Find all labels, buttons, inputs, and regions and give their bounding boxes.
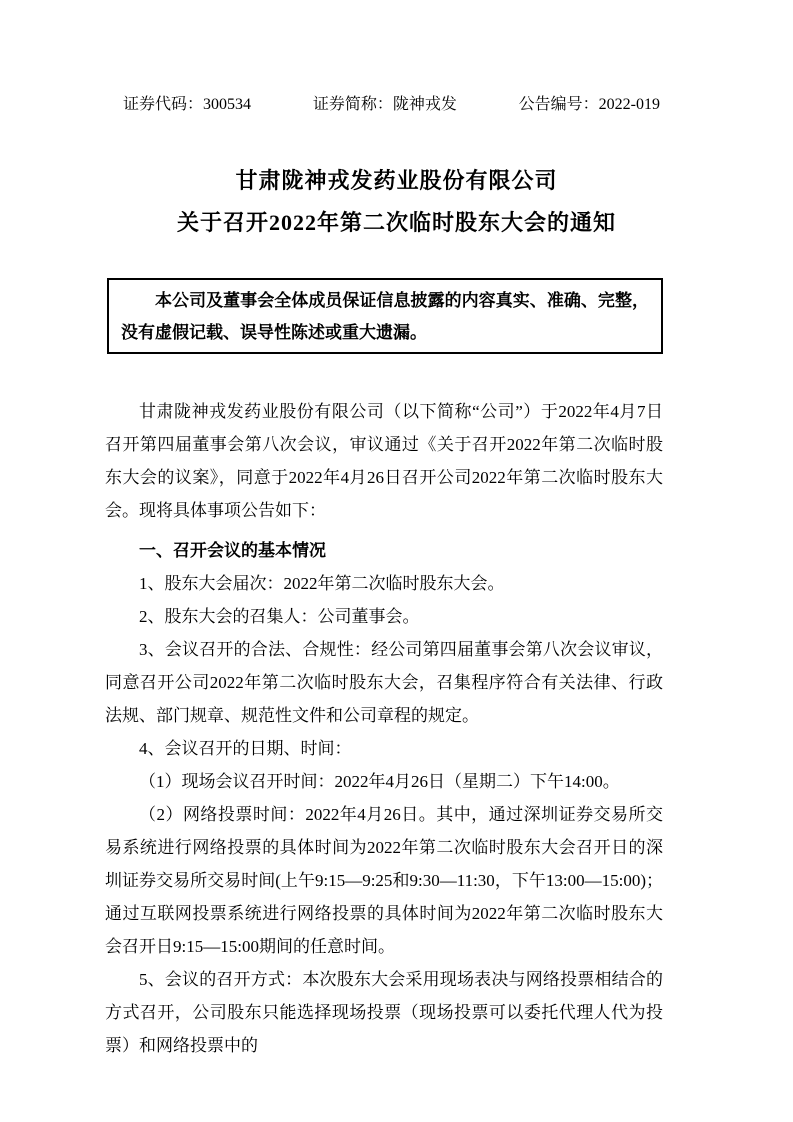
paragraph-7: （2）网络投票时间：2022年4月26日。其中，通过深圳证券交易所交易系统进行网络投票的具体时间为2022年第二次临时股东大会召开日的深圳证券交易所交易时间(上午9:15—9:25和9:30—11:30，下午13:00—15:00)；通过互联网投票系统进行网络投票的具体时间为2022年第二次临时股东大会召开日9:15—15:00期间的任意时间。 [105, 805, 663, 956]
company-name-title: 甘肃陇神戎发药业股份有限公司 [235, 168, 558, 193]
paragraph-6: （1）现场会议召开时间：2022年4月26日（星期二）下午14:00。 [139, 772, 620, 791]
stock-abbr: 证券简称：陇神戎发 [312, 96, 457, 113]
paragraph-0: 甘肃陇神戎发药业股份有限公司（以下简称“公司”）于2022年4月7日召开第四届董事会第八次会议，审议通过《关于召开2022年第二次临时股东大会的议案》，同意于2022年4月26日召开公司2022年第二次临时股东大会。现将具体事项公告如下： [105, 402, 663, 520]
disclaimer-text: 本公司及董事会全体成员保证信息披露的内容真实、准确、完整，没有虚假记载、误导性陈述或重大遗漏。 [121, 291, 649, 342]
announcement-number: 公告编号：2022-019 [518, 96, 660, 113]
paragraph-4: 3、会议召开的合法、合规性：经公司第四届董事会第八次会议审议，同意召开公司2022年第二次临时股东大会，召集程序符合有关法律、行政法规、部门规章、规范性文件和公司章程的规定。 [105, 640, 663, 725]
stock-code: 证券代码：300534 [123, 96, 252, 113]
paragraph-8: 5、会议的召开方式：本次股东大会采用现场表决与网络投票相结合的方式召开，公司股东只能选择现场投票（现场投票可以委托代理人代为投票）和网络投票中的 [105, 970, 663, 1055]
document-title [0, 160, 793, 244]
paragraph-5: 4、会议召开的日期、时间： [139, 739, 352, 758]
section-heading: 一、召开会议的基本情况 [139, 541, 326, 560]
document-body [105, 395, 663, 1062]
document-header [123, 94, 660, 116]
paragraph-2: 1、股东大会届次：2022年第二次临时股东大会。 [139, 574, 505, 593]
disclaimer-box [107, 278, 663, 354]
paragraph-3: 2、股东大会的召集人：公司董事会。 [139, 607, 420, 626]
announcement-subject-title: 关于召开2022年第二次临时股东大会的通知 [176, 210, 616, 235]
